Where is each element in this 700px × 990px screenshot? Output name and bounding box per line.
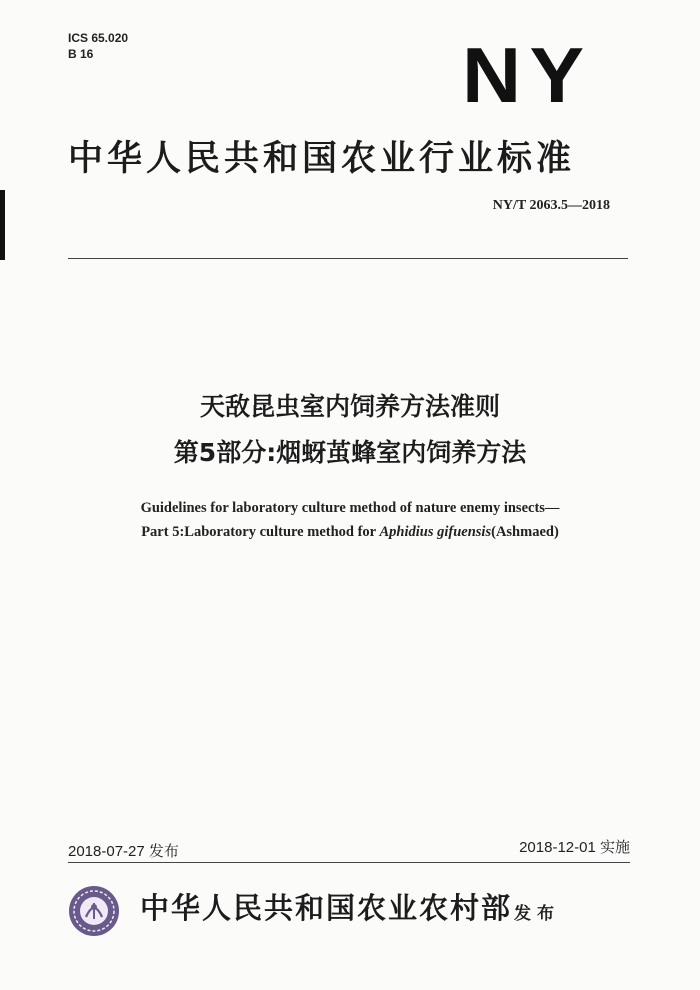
ny-logo: NY bbox=[462, 31, 593, 119]
footer-divider bbox=[68, 862, 630, 863]
chinese-title-line-2: 第5部分:烟蚜茧蜂室内饲养方法 bbox=[173, 438, 527, 467]
header-divider bbox=[68, 258, 628, 259]
implement-date-block bbox=[519, 836, 630, 857]
issue-date-block bbox=[68, 840, 179, 861]
chinese-title-line-1: 天敌昆虫室内饲养方法准则 bbox=[199, 392, 500, 421]
classification-codes bbox=[68, 30, 128, 62]
ics-code: ICS 65.020 bbox=[68, 31, 129, 45]
issuing-authority: 中华人民共和国农业农村部 bbox=[140, 891, 513, 925]
english-title-line-2 bbox=[0, 522, 700, 543]
scan-edge-mark bbox=[0, 190, 5, 260]
english-title-line-1: Guidelines for laboratory culture method of nature enemy insects— bbox=[140, 500, 560, 516]
ministry-seal-icon bbox=[68, 885, 120, 937]
standard-number: NY/T 2063.5—2018 bbox=[492, 198, 610, 213]
implement-date-label: 实施 bbox=[599, 839, 630, 856]
issue-word: 发布 bbox=[514, 904, 560, 924]
species-name: Aphidius gifuensis bbox=[379, 524, 492, 540]
issue-date: 2018-07-27 bbox=[68, 843, 145, 860]
implement-date: 2018-12-01 bbox=[519, 839, 596, 856]
species-author: (Ashmaed) bbox=[491, 524, 559, 540]
standard-category-title: 中华人民共和国农业行业标准 bbox=[68, 139, 576, 179]
ccs-code: B 16 bbox=[68, 47, 94, 61]
issue-date-label: 发布 bbox=[148, 843, 179, 860]
english-title-part-prefix: Part 5:Laboratory culture method for bbox=[141, 524, 380, 540]
